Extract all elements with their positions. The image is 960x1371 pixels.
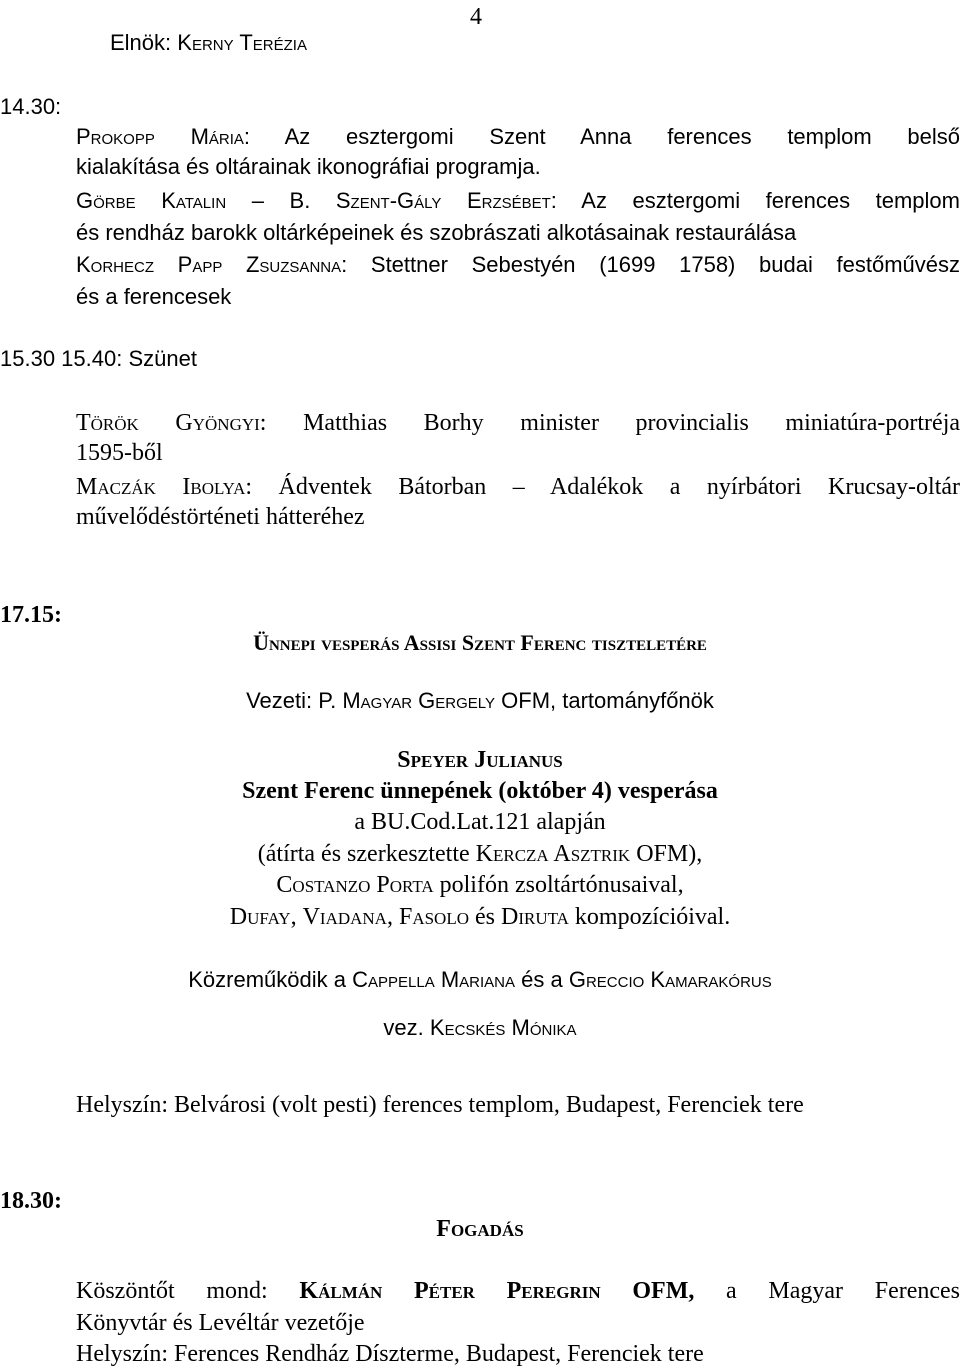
vespers-venue: Helyszín: Belvárosi (volt pesti) ferences templom, Budapest, Ferenciek tere — [76, 1092, 804, 1118]
talk-4-author: Török Gyöngyi: — [76, 410, 267, 436]
editor-name: Kercza Asztrik — [475, 841, 631, 867]
conductor-prefix: vez. — [383, 1015, 424, 1040]
talk-3-line-1 — [76, 250, 960, 280]
led-by-name: Magyar Gergely — [342, 688, 496, 713]
vespers-composer: Speyer Julianus — [397, 747, 563, 773]
performers-prefix: Közreműködik a — [188, 967, 346, 992]
choir-cappella-mariana: Cappella Mariana — [352, 967, 515, 992]
reception-greeting-line-2: Könyvtár és Levéltár vezetője — [76, 1310, 365, 1336]
greeting-speaker: Kálmán Péter Peregrin — [299, 1278, 601, 1304]
polyphony-text: polifón zsoltártónusaival, — [439, 872, 684, 898]
composer-diruta: Diruta — [501, 904, 569, 930]
compositions-text: kompozícióival. — [574, 904, 731, 930]
vespers-heading: Ünnepi vesperás Assisi Szent Ferenc tiszteletére — [253, 630, 707, 655]
talk-2-line-2: és rendház barokk oltárképeinek és szobrászati alkotásainak restaurálása — [76, 220, 797, 245]
talk-4-line-2: 1595-ből — [76, 440, 163, 466]
talk-2-author: Görbe Katalin – B. Szent-Gály Erzsébet: — [76, 188, 557, 213]
chair-name: Kerny Terézia — [177, 30, 307, 55]
composer-fasolo: Fasolo — [398, 904, 469, 930]
performers-and: és a — [521, 967, 563, 992]
polyphony-composer: Costanzo Porta — [276, 872, 434, 898]
reception-heading: Fogadás — [436, 1216, 524, 1242]
time-slot-1430: 14.30: — [0, 94, 62, 119]
comma-1: , — [290, 904, 303, 930]
vespers-work: Szent Ferenc ünnepének (október 4) vesperása — [242, 778, 718, 804]
greeting-label: Köszöntőt mond: — [76, 1278, 268, 1304]
greeting-role-part-1: a Magyar Ferences — [726, 1278, 960, 1304]
vespers-polyphony — [0, 870, 960, 900]
talk-1-line-1 — [76, 122, 960, 152]
composer-viadana: Viadana — [302, 904, 387, 930]
vespers-led-by — [0, 686, 960, 716]
conductor-name: Kecskés Mónika — [429, 1015, 577, 1040]
break-line: 15.30 15.40: Szünet — [0, 346, 197, 371]
session-chair — [110, 28, 307, 58]
composer-dufay: Dufay — [229, 904, 291, 930]
vespers-compositions — [0, 902, 960, 932]
talk-1-title-part-1: Az esztergomi Szent Anna ferences templom belső — [284, 124, 960, 149]
editor-suffix: OFM), — [636, 841, 703, 867]
comma-2: , — [386, 904, 399, 930]
time-slot-1715: 17.15: — [0, 602, 62, 628]
talk-2-line-1 — [76, 186, 960, 216]
talk-3-line-2: és a ferencesek — [76, 284, 232, 309]
talk-4-line-1 — [76, 408, 960, 438]
talk-3-author: Korhecz Papp Zsuzsanna: — [76, 252, 348, 277]
talk-5-title-part-1: Ádventek Bátorban – Adalékok a nyírbátori Krucsay-oltár — [278, 474, 960, 500]
time-slot-1830: 18.30: — [0, 1188, 62, 1214]
vespers-conductor — [0, 1013, 960, 1043]
talk-5-author: Maczák Ibolya: — [76, 474, 253, 500]
reception-greeting-line-1 — [76, 1276, 960, 1306]
vespers-performers — [0, 965, 960, 995]
choir-greccio: Greccio Kamarakórus — [568, 967, 772, 992]
composer-and: és — [475, 904, 495, 930]
reception-venue: Helyszín: Ferences Rendház Díszterme, Budapest, Ferenciek tere — [76, 1341, 704, 1367]
led-by-role: OFM, tartományfőnök — [501, 688, 714, 713]
talk-5-line-2: művelődéstörténeti hátteréhez — [76, 504, 365, 530]
page-number: 4 — [470, 4, 482, 30]
talk-4-title-part-1: Matthias Borhy minister provincialis miniatúra-portréja — [303, 410, 960, 436]
vespers-source: a BU.Cod.Lat.121 alapján — [354, 809, 606, 835]
editor-prefix: (átírta és szerkesztette — [257, 841, 470, 867]
vespers-editor — [0, 839, 960, 869]
talk-3-title-part-1: Stettner Sebestyén (1699 1758) budai festőművész — [370, 252, 960, 277]
talk-2-title-part-1: Az esztergomi ferences templom — [581, 188, 960, 213]
led-by-label: Vezeti: P. — [246, 688, 337, 713]
talk-5-line-1 — [76, 472, 960, 502]
talk-1-line-2: kialakítása és oltárainak ikonográfiai programja. — [76, 154, 541, 179]
talk-1-author: Prokopp Mária: — [76, 124, 251, 149]
chair-label: Elnök: — [110, 30, 172, 55]
greeting-ofm: OFM, — [632, 1278, 695, 1304]
